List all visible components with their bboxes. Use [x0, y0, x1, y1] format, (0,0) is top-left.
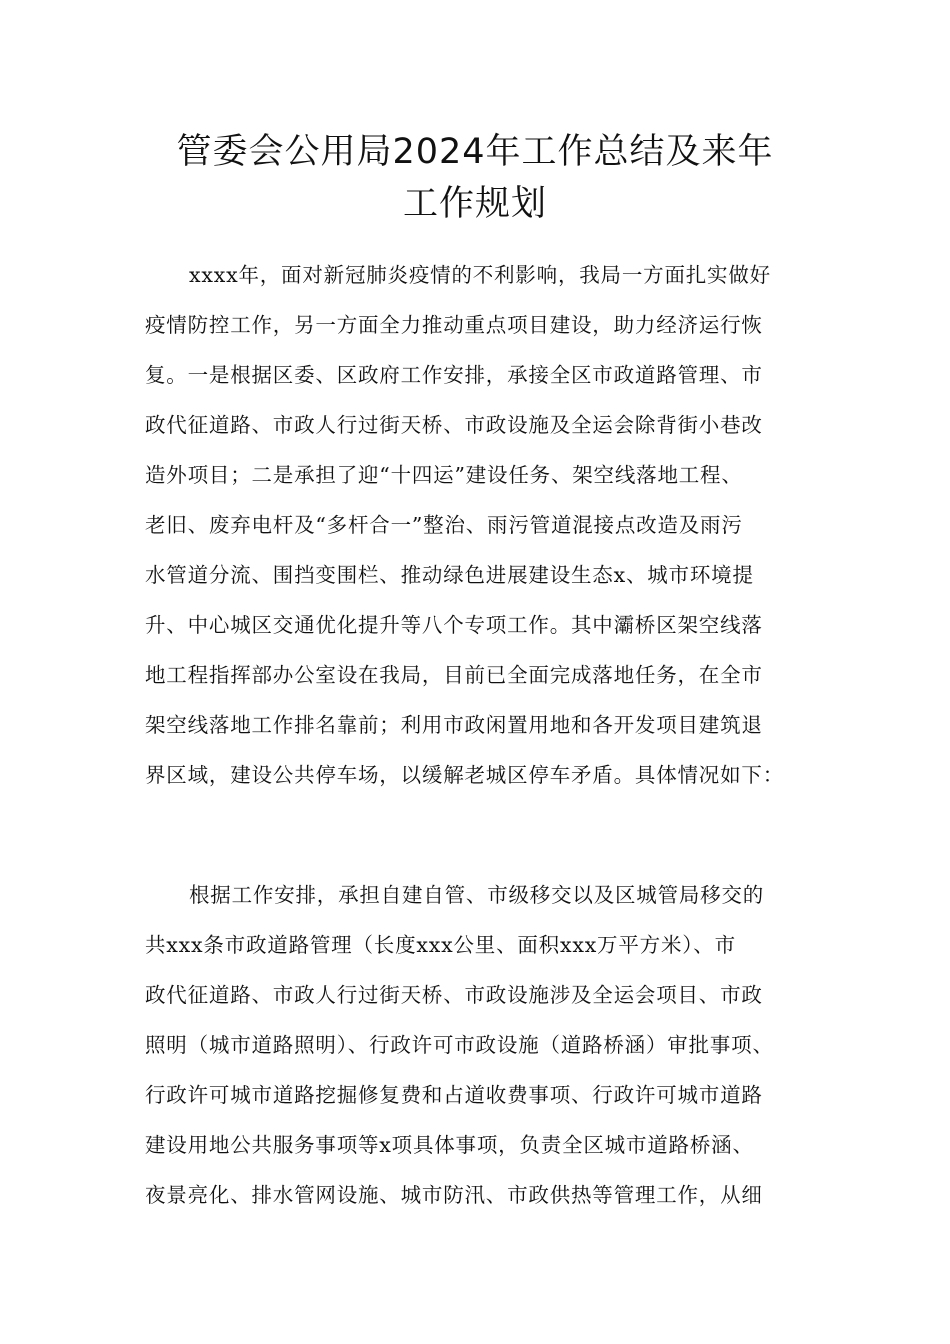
- paragraph-line: 复。一是根据区委、区政府工作安排，承接全区市政道路管理、市: [145, 363, 763, 387]
- paragraph-line: 建设用地公共服务事项等x项具体事项，负责全区城市道路桥涵、: [145, 1133, 754, 1157]
- paragraph-line: 架空线落地工作排名靠前；利用市政闲置用地和各开发项目建筑退: [145, 713, 763, 737]
- paragraph-line: 老旧、废弃电杆及“多杆合一”整治、雨污管道混接点改造及雨污: [145, 513, 743, 537]
- paragraph-line: 政代征道路、市政人行过街天桥、市政设施及全运会除背街小巷改: [145, 413, 763, 437]
- paragraph-line: 升、中心城区交通优化提升等八个专项工作。其中灞桥区架空线落: [145, 613, 763, 637]
- paragraph-line: 疫情防控工作，另一方面全力推动重点项目建设，助力经济运行恢: [145, 313, 763, 337]
- paragraph-line: 水管道分流、围挡变围栏、推动绿色进展建设生态x、城市环境提: [145, 563, 754, 587]
- paragraph-line: 共xxx条市政道路管理（长度xxx公里、面积xxx万平方米）、市: [145, 933, 736, 957]
- paragraph-line: 界区域，建设公共停车场，以缓解老城区停车矛盾。具体情况如下：: [145, 763, 784, 787]
- body-paragraph-1: [145, 250, 784, 800]
- paragraph-line: 地工程指挥部办公室设在我局，目前已全面完成落地任务，在全市: [145, 663, 763, 687]
- paragraph-line: 根据工作安排，承担自建自管、市级移交以及区城管局移交的: [189, 883, 765, 907]
- paragraph-line: 夜景亮化、排水管网设施、城市防汛、市政供热等管理工作，从细: [145, 1183, 763, 1207]
- title-line: 工作规划: [402, 184, 547, 224]
- paragraph-line: 造外项目；二是承担了迎“十四运”建设任务、架空线落地工程、: [145, 463, 743, 487]
- body-paragraph-2: [145, 870, 774, 1220]
- paragraph-line: xxxx年，面对新冠肺炎疫情的不利影响，我局一方面扎实做好: [189, 263, 771, 287]
- title-line: 管委会公用局2024年工作总结及来年: [176, 132, 774, 172]
- paragraph-line: 照明（城市道路照明）、行政许可市政设施（道路桥涵）审批事项、: [145, 1033, 774, 1057]
- paragraph-line: 政代征道路、市政人行过街天桥、市政设施涉及全运会项目、市政: [145, 983, 763, 1007]
- paragraph-line: 行政许可城市道路挖掘修复费和占道收费事项、行政许可城市道路: [145, 1083, 763, 1107]
- document-title: [140, 126, 810, 230]
